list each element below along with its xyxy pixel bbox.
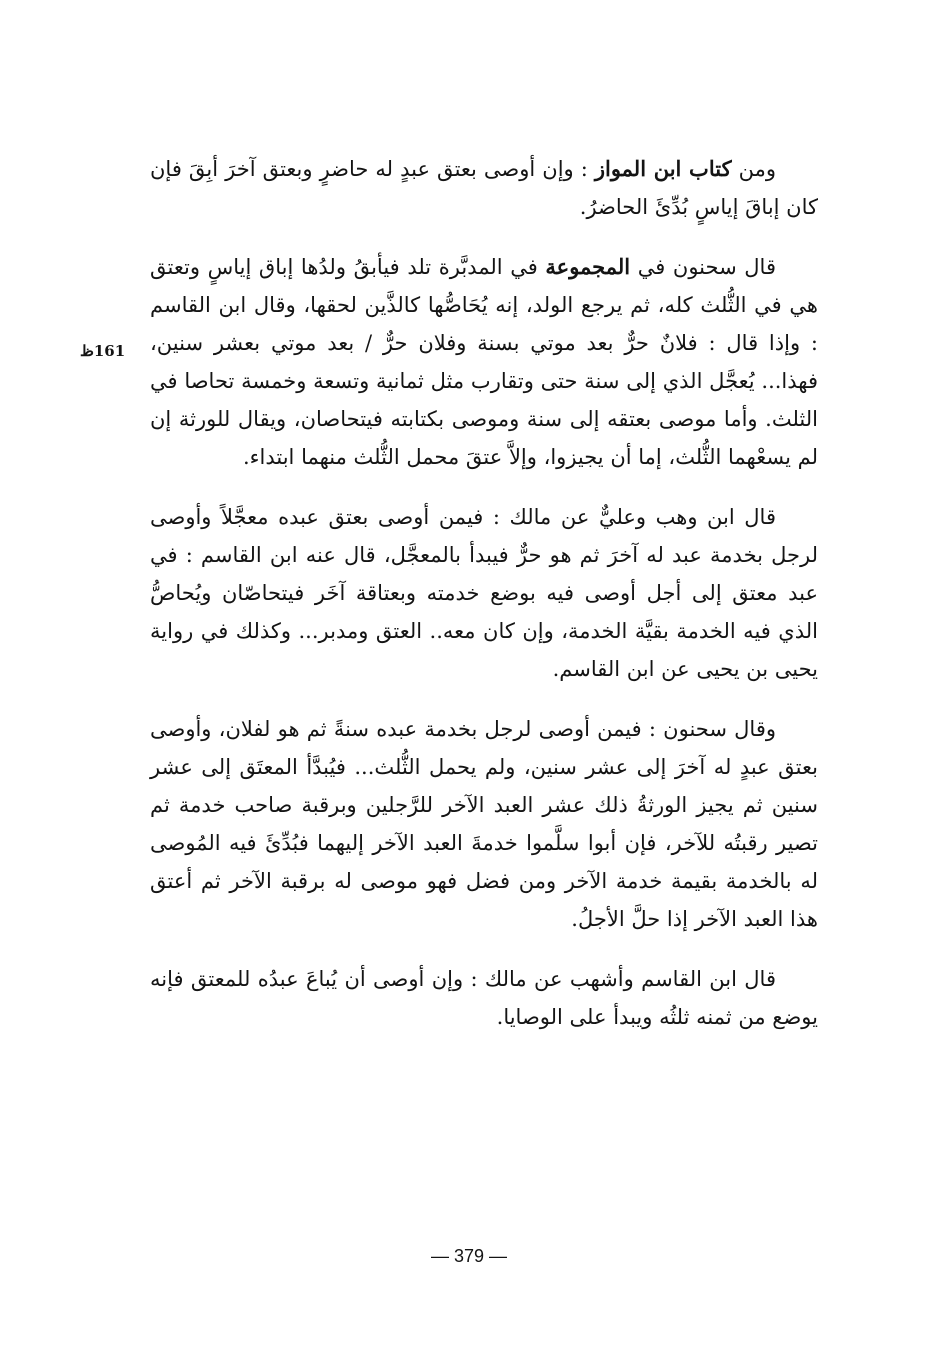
source-title: كتاب ابن المواز bbox=[594, 156, 732, 181]
paragraph-text: : وإن أوصى بعتق عبدٍ له حاضرٍ وبعتق آخرَ أبِقَ فإن كان إباقَ إياسٍ بُدِّئَ الحاضرُ. bbox=[150, 157, 818, 219]
main-text-block bbox=[150, 150, 818, 1058]
paragraph-5 bbox=[150, 960, 818, 1036]
paragraph-2 bbox=[150, 248, 818, 476]
paragraph-intro: قال سحنون في bbox=[630, 255, 776, 279]
paragraph-intro: ومن bbox=[731, 157, 776, 181]
paragraph-text: في المدبَّرة تلد فيأبقُ ولدُها إباق إياسٍ وتعتق هي في الثُّلث كله، ثم يرجع الولد، إنه يُحَاصُّها كالذَّين لحقها، وقال ابن القاسم : وإذا قال : فلانٌ حرٌّ بعد موتي بسنة وفلان حرٌّ / بعد موتي بعشر سنين، فهذا... يُعجَّل الذي إلى سنة حتى وتقارب مثل ثمانية وتسعة وخمسة تحاصا في الثلث. وأما موصى بعتقه إلى سنة وموصى بكتابته فيتحاصان، ويقال للورثة إن لم يسعْهما الثُّلث، إما أن يجيزوا، وإلاَّ عتقَ محمل الثُّلث منهما ابتداء. bbox=[150, 255, 818, 469]
paragraph-3 bbox=[150, 498, 818, 688]
paragraph-text: وقال سحنون : فيمن أوصى لرجل بخدمة عبده سنةً ثم هو لفلان، وأوصى بعتق عبدٍ له آخرَ إلى عشر سنين، ولم يحمل الثُّلث... فيُبدَّأ المعتَق إلى عشر سنين ثم يجيز الورثةُ ذلك عشر العبد الآخر للرَّجلين وبرقبة صاحب خدمة ثم تصير رقبتُه للآخر، فإن أبوا سلَّموا خدمةَ العبد الآخر إليهما فبُدِّئَ فيه المُوصى له بالخدمة بقيمة خدمة الآخر ومن فضل فهو موصى له برقبة الآخر ثم أعتق هذا العبد الآخر إذا حلَّ الأجلُ. bbox=[150, 717, 818, 931]
margin-folio-note: 161ظ bbox=[80, 342, 126, 360]
paragraph-text: قال ابن القاسم وأشهب عن مالك : وإن أوصى أن يُباعَ عبدُه للمعتق فإنه يوضع من ثمنه ثلثُه ويبدأ على الوصايا. bbox=[150, 967, 818, 1029]
paragraph-text: قال ابن وهب وعليٌّ عن مالك : فيمن أوصى بعتق عبده معجَّلاً وأوصى لرجل بخدمة عبد له آخرَ ثم هو حرٌّ فيبدأ بالمعجَّل، قال عنه ابن القاسم : في عبد معتق إلى أجل أوصى فيه بوضع خدمته وبعتاقة آخَر فيتحاصّان ويُحاصُّ الذي فيه الخدمة بقيَّة الخدمة، وإن كان معه.. العتق ومدبر... وكذلك في رواية يحيى بن يحيى عن ابن القاسم. bbox=[150, 505, 818, 681]
page-number: — 379 — bbox=[430, 1246, 508, 1266]
paragraph-4 bbox=[150, 710, 818, 938]
paragraph-1 bbox=[150, 150, 818, 226]
source-title: المجموعة bbox=[545, 254, 631, 279]
